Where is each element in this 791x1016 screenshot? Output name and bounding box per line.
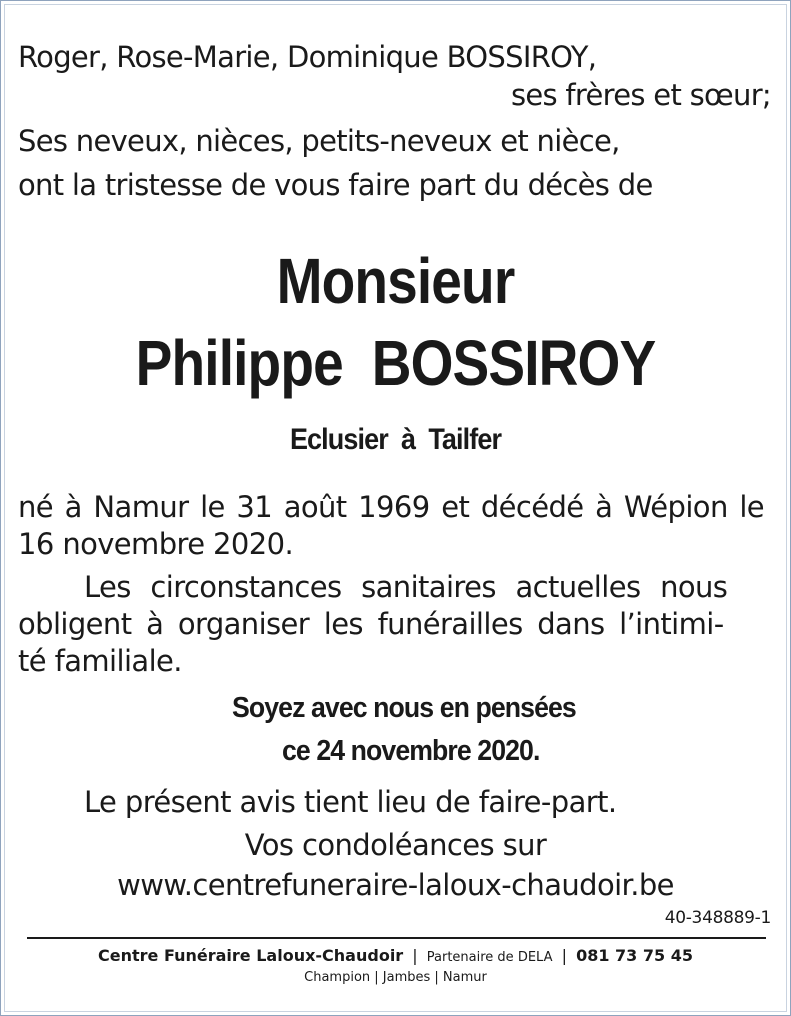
family-relation: ses frères et sœur; bbox=[510, 78, 771, 112]
footer-separator: | bbox=[561, 946, 567, 965]
thoughts-line2: ce 24 novembre 2020. bbox=[282, 735, 540, 767]
footer-separator: | bbox=[412, 946, 418, 965]
family-names: Roger, Rose-Marie, Dominique BOSSIROY, bbox=[18, 40, 597, 74]
footer-locations: Champion | Jambes | Namur bbox=[304, 970, 487, 985]
deceased-occupation: Eclusier à Tailfer bbox=[289, 423, 502, 456]
company-name: Centre Funéraire Laloux-Chaudoir bbox=[98, 946, 404, 965]
paragraph-line1: Les circonstances sanitaires actuelles nous bbox=[84, 570, 728, 604]
notice-statement: Le présent avis tient lieu de faire-part. bbox=[84, 785, 617, 819]
thoughts-line1: Soyez avec nous en pensées bbox=[232, 692, 576, 724]
paragraph-line2: obligent à organiser les funérailles dans l’intimi- bbox=[18, 607, 724, 641]
announcement-line: ont la tristesse de vous faire part du décès de bbox=[18, 168, 653, 202]
condolences-url[interactable]: www.centrefuneraire-laloux-chaudoir.be bbox=[117, 868, 674, 902]
deceased-title: Monsieur bbox=[276, 245, 515, 317]
footer-line bbox=[0, 946, 791, 965]
paragraph-line3: té familiale. bbox=[18, 644, 182, 678]
partner-text: Partenaire de DELA bbox=[426, 950, 553, 965]
phone-number: 081 73 75 45 bbox=[576, 946, 693, 965]
birth-death-line2: 16 novembre 2020. bbox=[18, 527, 294, 561]
footer-divider bbox=[27, 937, 766, 939]
relatives-line: Ses neveux, nièces, petits-neveux et nièce, bbox=[18, 124, 620, 158]
reference-number: 40-348889-1 bbox=[664, 908, 771, 928]
birth-death-line1: né à Namur le 31 août 1969 et décédé à Wépion le bbox=[18, 490, 765, 524]
deceased-name: Philippe BOSSIROY bbox=[135, 327, 656, 399]
condolences-label: Vos condoléances sur bbox=[244, 828, 547, 862]
